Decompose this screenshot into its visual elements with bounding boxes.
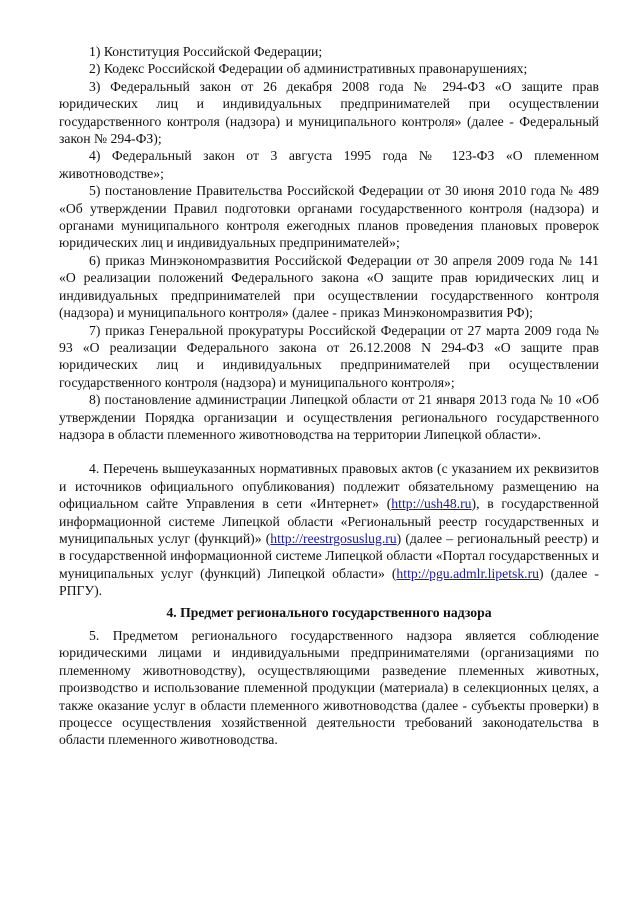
paragraph-4-text-4: ) (далее - РПГУ). <box>59 565 599 599</box>
list-item-7: 7) приказ Генеральной прокуратуры Российской Федерации от 27 марта 2009 года № 93 «О реализации Федерального закона от 26.12.2008 N 294-ФЗ «О защите прав юридических лиц и индивидуальных предпринимателей при осуществлении государственного контроля (надзора) и муниципального контроля»; <box>59 322 599 390</box>
section-heading: 4. Предмет регионального государственного надзора <box>166 604 492 620</box>
link-reestrgosuslug[interactable]: http://reestrgosuslug.ru <box>270 530 397 546</box>
paragraph-4-text-3: ) (далее – региональный реестр) и в государственной информационной системе Липецкой области «Портал государственных и муниципальных услуг (функций) Липецкой области» ( <box>59 530 599 581</box>
list-item-6: 6) приказ Минэкономразвития Российской Федерации от 30 апреля 2009 года № 141 «О реализации положений Федерального закона «О защите прав юридических лиц и индивидуальных предпринимателей при осуществлении государственного контроля (надзора) и муниципального контроля» (далее - приказ Минэкономразвития РФ); <box>59 252 599 321</box>
paragraph-4-text-2: ), в государственной информационной системе Липецкой области «Региональный реестр государственных и муниципальных услуг (функций)» ( <box>59 496 599 546</box>
paragraph-5: 5. Предметом регионального государственного надзора является соблюдение юридическими лицами и индивидуальными предпринимателями (организациями по племенному животноводству), осуществляющими разведение племенных животных, производство и использование племенной продукции (материала) в селекционных целях, а также оказание услуг в области племенного животноводства (далее - субъекты проверки) в процессе осуществления хозяйственной деятельности требований законодательства в области племенного животноводства. <box>59 628 599 748</box>
paragraph-gap <box>59 443 599 460</box>
list-item-4: 4) Федеральный закон от 3 августа 1995 года № 123-ФЗ «О племенном животноводстве»; <box>59 148 599 181</box>
list-item-2: 2) Кодекс Российской Федерации об административных правонарушениях; <box>89 61 528 77</box>
link-pgu[interactable]: http://pgu.admlr.lipetsk.ru <box>396 565 539 581</box>
list-item-8: 8) постановление администрации Липецкой области от 21 января 2013 года № 10 «Об утверждении Порядка организации и осуществления регионального государственного надзора в области племенного животноводства на территории Липецкой области». <box>59 392 599 442</box>
list-item-1: 1) Конституция Российской Федерации; <box>89 44 323 59</box>
list-item-5: 5) постановление Правительства Российской Федерации от 30 июня 2010 года № 489 «Об утверждении Правил подготовки органами государственного контроля (надзора) и органами муниципального контроля ежегодных планов проведения плановых проверок юридических лиц и индивидуальных предпринимателей»; <box>59 183 599 251</box>
paragraph-4-text-1: 4. Перечень вышеуказанных нормативных правовых актов (с указанием их реквизитов и источников официального опубликования) подлежит обязательному размещению на официальном сайте Управления в сети «Интернет» ( <box>59 461 599 512</box>
paragraph-4 <box>59 460 599 599</box>
list-item-3: 3) Федеральный закон от 26 декабря 2008 года № 294-ФЗ «О защите прав юридических лиц и индивидуальных предпринимателей при осуществлении государственного контроля (надзора) и муниципального контроля» (далее - Федеральный закон № 294-ФЗ); <box>59 78 599 147</box>
link-ush48[interactable]: http://ush48.ru <box>391 496 472 512</box>
